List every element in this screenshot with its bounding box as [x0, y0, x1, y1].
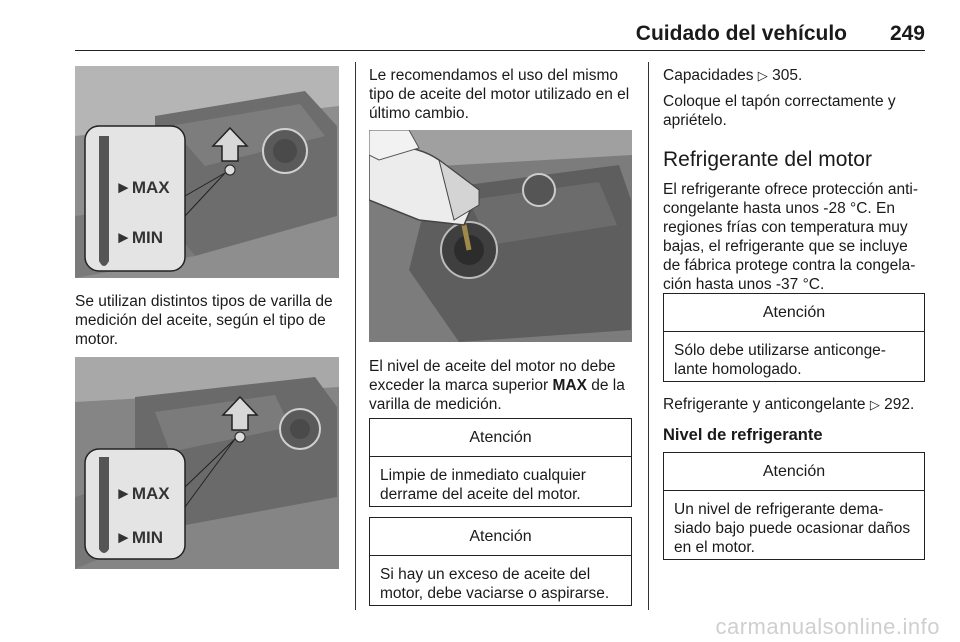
column-divider-2: [648, 62, 649, 610]
attention-box-title: Atención: [370, 518, 631, 556]
dipstick-types-paragraph: Se utilizan distintos tipos de varilla de medición del aceite, según el tipo de motor.: [75, 293, 333, 348]
max-mark-emphasis: MAX: [552, 377, 587, 394]
dipstick-illustration-1: [75, 66, 339, 278]
attention-box-body: Un nivel de refrigerante dema-siado bajo puede ocasionar daños en el motor.: [674, 501, 911, 556]
capacities-label: Capacidades: [663, 67, 754, 84]
attention-box-title: Atención: [664, 294, 924, 332]
section-title: Cuidado del vehículo: [635, 22, 847, 45]
cap-instruction-paragraph: Coloque el tapón correctamente y apriételo.: [663, 93, 896, 129]
watermark: carmanualsonline.info: [715, 614, 940, 639]
antifreeze-ref-label: Refrigerante y anticongelante: [663, 396, 866, 413]
page-number: 249: [889, 22, 925, 45]
attention-box-coolant-level: [663, 452, 925, 560]
oil-filling-illustration: [369, 130, 632, 342]
oil-max-text-a: El nivel de aceite del motor no debe exceder la marca superior: [369, 358, 616, 394]
max-mark-label: ►MAX: [115, 178, 170, 197]
cross-reference-arrow-icon: ▷: [869, 398, 880, 413]
min-mark-label: ►MIN: [115, 528, 163, 547]
oil-recommendation-paragraph: Le recomendamos el uso del mismo tipo de aceite del motor utilizado en el último cambio.: [369, 67, 630, 122]
cross-reference-arrow-icon: ▷: [757, 69, 768, 84]
attention-box-spill: [369, 418, 632, 507]
antifreeze-page-link[interactable]: 292.: [884, 396, 915, 413]
attention-box-body: Si hay un exceso de aceite del motor, debe vaciarse o aspirarse.: [380, 566, 610, 602]
min-mark-label: ►MIN: [115, 228, 163, 247]
attention-box-body: Sólo debe utilizarse anticonge-lante homologado.: [674, 342, 886, 378]
oil-max-text-b: de la varilla de medición.: [369, 377, 625, 413]
attention-box-title: Atención: [370, 419, 631, 457]
capacities-reference: [663, 66, 928, 86]
coolant-level-subheading: Nivel de refrigerante: [663, 426, 823, 444]
dipstick-illustration-2: [75, 357, 339, 569]
coolant-protection-paragraph: El refrigerante ofrece protección anti-congelante hasta unos -28 °C. En regiones frías con temperatura muy bajas, el refrigerante que se incluye de fábrica protege contra la congela-ción hasta unos -37 °C.: [663, 181, 919, 293]
max-mark-label: ►MAX: [115, 484, 170, 503]
attention-box-excess: [369, 517, 632, 606]
attention-box-title: Atención: [664, 453, 924, 491]
coolant-heading: Refrigerante del motor: [663, 148, 872, 171]
capacities-page-link[interactable]: 305.: [772, 67, 803, 84]
attention-box-body: Limpie de inmediato cualquier derrame del aceite del motor.: [380, 467, 586, 503]
attention-box-antifreeze: [663, 293, 925, 382]
column-divider-1: [355, 62, 356, 610]
antifreeze-reference: [663, 395, 933, 415]
page-header: [75, 0, 925, 51]
oil-max-paragraph: [369, 357, 634, 414]
